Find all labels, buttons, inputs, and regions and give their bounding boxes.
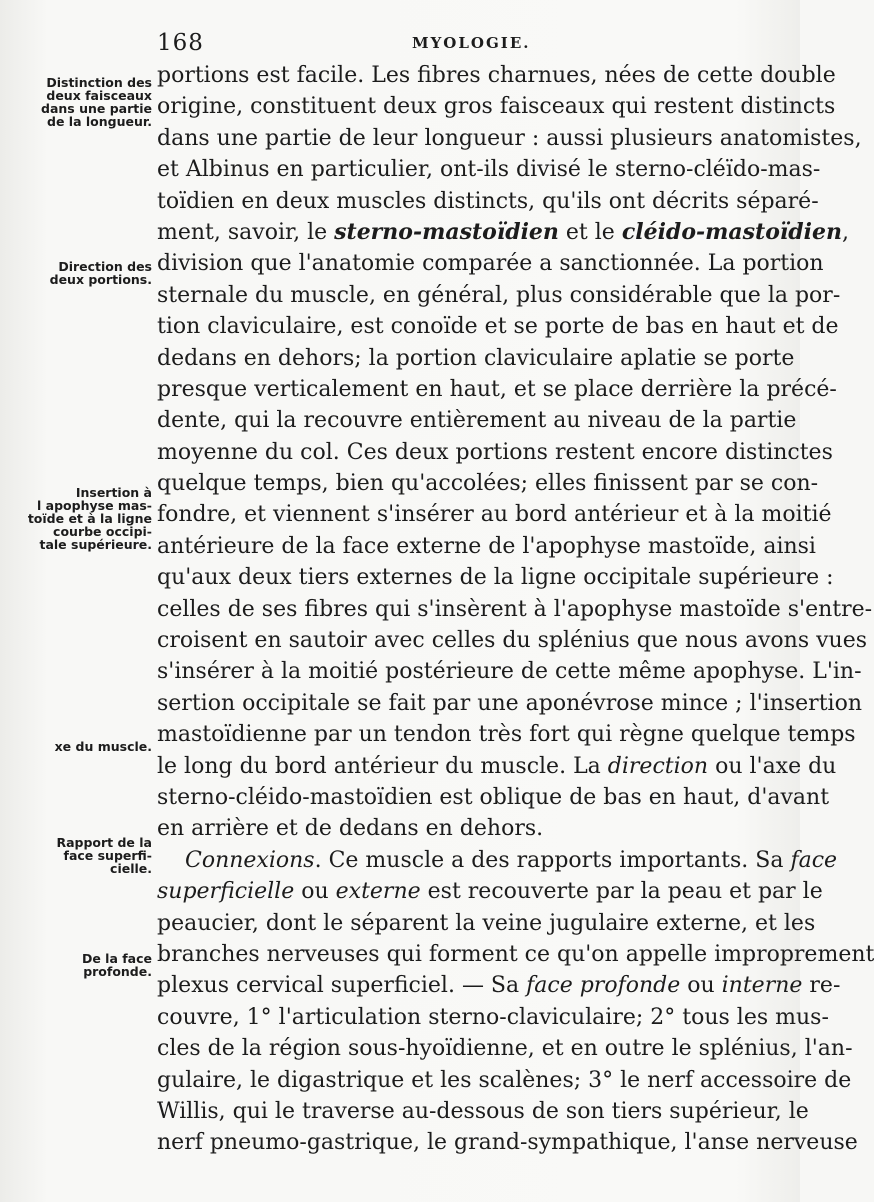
text-line: antérieure de la face externe de l'apophyse mastoïde, ainsi	[157, 533, 816, 559]
margin-note: Distinction des deux faisceaux dans une partie de la longueur.	[41, 75, 152, 129]
text-line: presque verticalement en haut, et se place derrière la précé-	[157, 376, 837, 402]
text-line: celles de ses fibres qui s'insèrent à l'apophyse mastoïde s'entre-	[157, 596, 873, 622]
text-line: mastoïdienne par un tendon très fort qui règne quelque temps	[157, 722, 856, 748]
text-line: division que l'anatomie comparée a sanctionnée. La portion	[157, 251, 824, 277]
text-line: plexus cervical superficiel. — Sa face profonde ou interne re-	[157, 973, 841, 999]
running-title: MYOLOGIE.	[412, 34, 531, 52]
margin-note: Insertion à l apophyse mas- toïde et à la ligne courbe occipi- tale supérieure.	[27, 485, 152, 552]
text-line: tion claviculaire, est conoïde et se porte de bas en haut et de	[157, 314, 839, 340]
text-line: fondre, et viennent s'insérer au bord antérieur et à la moitié	[157, 502, 832, 528]
text-line: Willis, qui le traverse au-dessous de son tiers supérieur, le	[157, 1098, 809, 1124]
text-line: superficielle ou externe est recouverte par la peau et par le	[157, 879, 823, 905]
page-number: 168	[157, 30, 204, 56]
text-line: dedans en dehors; la portion claviculaire aplatie se porte	[157, 345, 795, 371]
text-line: sterno-cléido-mastoïdien est oblique de bas en haut, d'avant	[157, 784, 830, 810]
text-line: branches nerveuses qui forment ce qu'on appelle improprement	[157, 941, 874, 967]
text-line: Connexions. Ce muscle a des rapports importants. Sa face	[185, 847, 838, 873]
text-line: qu'aux deux tiers externes de la ligne occipitale supérieure :	[157, 565, 834, 591]
text-line: sternale du muscle, en général, plus considérable que la por-	[157, 282, 841, 308]
text-line: moyenne du col. Ces deux portions restent encore distinctes	[157, 439, 833, 465]
text-line: croisent en sautoir avec celles du splénius que nous avons vues	[157, 628, 868, 654]
body-text	[157, 60, 874, 1159]
text-line: en arrière et de dedans en dehors.	[157, 816, 544, 842]
margin-note: Rapport de la face superfi- cielle.	[56, 835, 152, 876]
text-line: ment, savoir, le sterno-mastoïdien et le cléido-mastoïdien,	[157, 218, 849, 245]
text-line: peaucier, dont le séparent la veine jugulaire externe, et les	[157, 910, 816, 936]
text-line: le long du bord antérieur du muscle. La direction ou l'axe du	[157, 753, 837, 779]
text-line: toïdien en deux muscles distincts, qu'ils ont décrits séparé-	[157, 188, 819, 214]
text-line: s'insérer à la moitié postérieure de cette même apophyse. L'in-	[157, 659, 862, 685]
text-line: dans une partie de leur longueur : aussi plusieurs anatomistes,	[157, 125, 862, 151]
margin-note: Direction des deux portions.	[49, 259, 152, 287]
text-line: quelque temps, bien qu'accolées; elles finissent par se con-	[157, 471, 819, 497]
text-line: origine, constituent deux gros faisceaux qui restent distincts	[157, 94, 836, 120]
text-line: sertion occipitale se fait par une aponévrose mince ; l'insertion	[157, 690, 862, 716]
text-line: cles de la région sous-hyoïdienne, et en outre le splénius, l'an-	[157, 1036, 853, 1062]
text-line: couvre, 1° l'articulation sterno-claviculaire; 2° tous les mus-	[157, 1004, 829, 1030]
text-line: gulaire, le digastrique et les scalènes; 3° le nerf accessoire de	[157, 1067, 852, 1093]
margin-notes	[0, 0, 160, 1202]
text-line: portions est facile. Les fibres charnues, nées de cette double	[157, 63, 836, 88]
margin-note: De la face profonde.	[81, 951, 152, 979]
margin-note: xe du muscle.	[54, 739, 152, 754]
text-line: dente, qui la recouvre entièrement au niveau de la partie	[157, 408, 797, 434]
text-line: et Albinus en particulier, ont-ils divisé le sterno-cléïdo-mas-	[157, 157, 821, 183]
text-line: nerf pneumo-gastrique, le grand-sympathique, l'anse nerveuse	[157, 1130, 858, 1156]
